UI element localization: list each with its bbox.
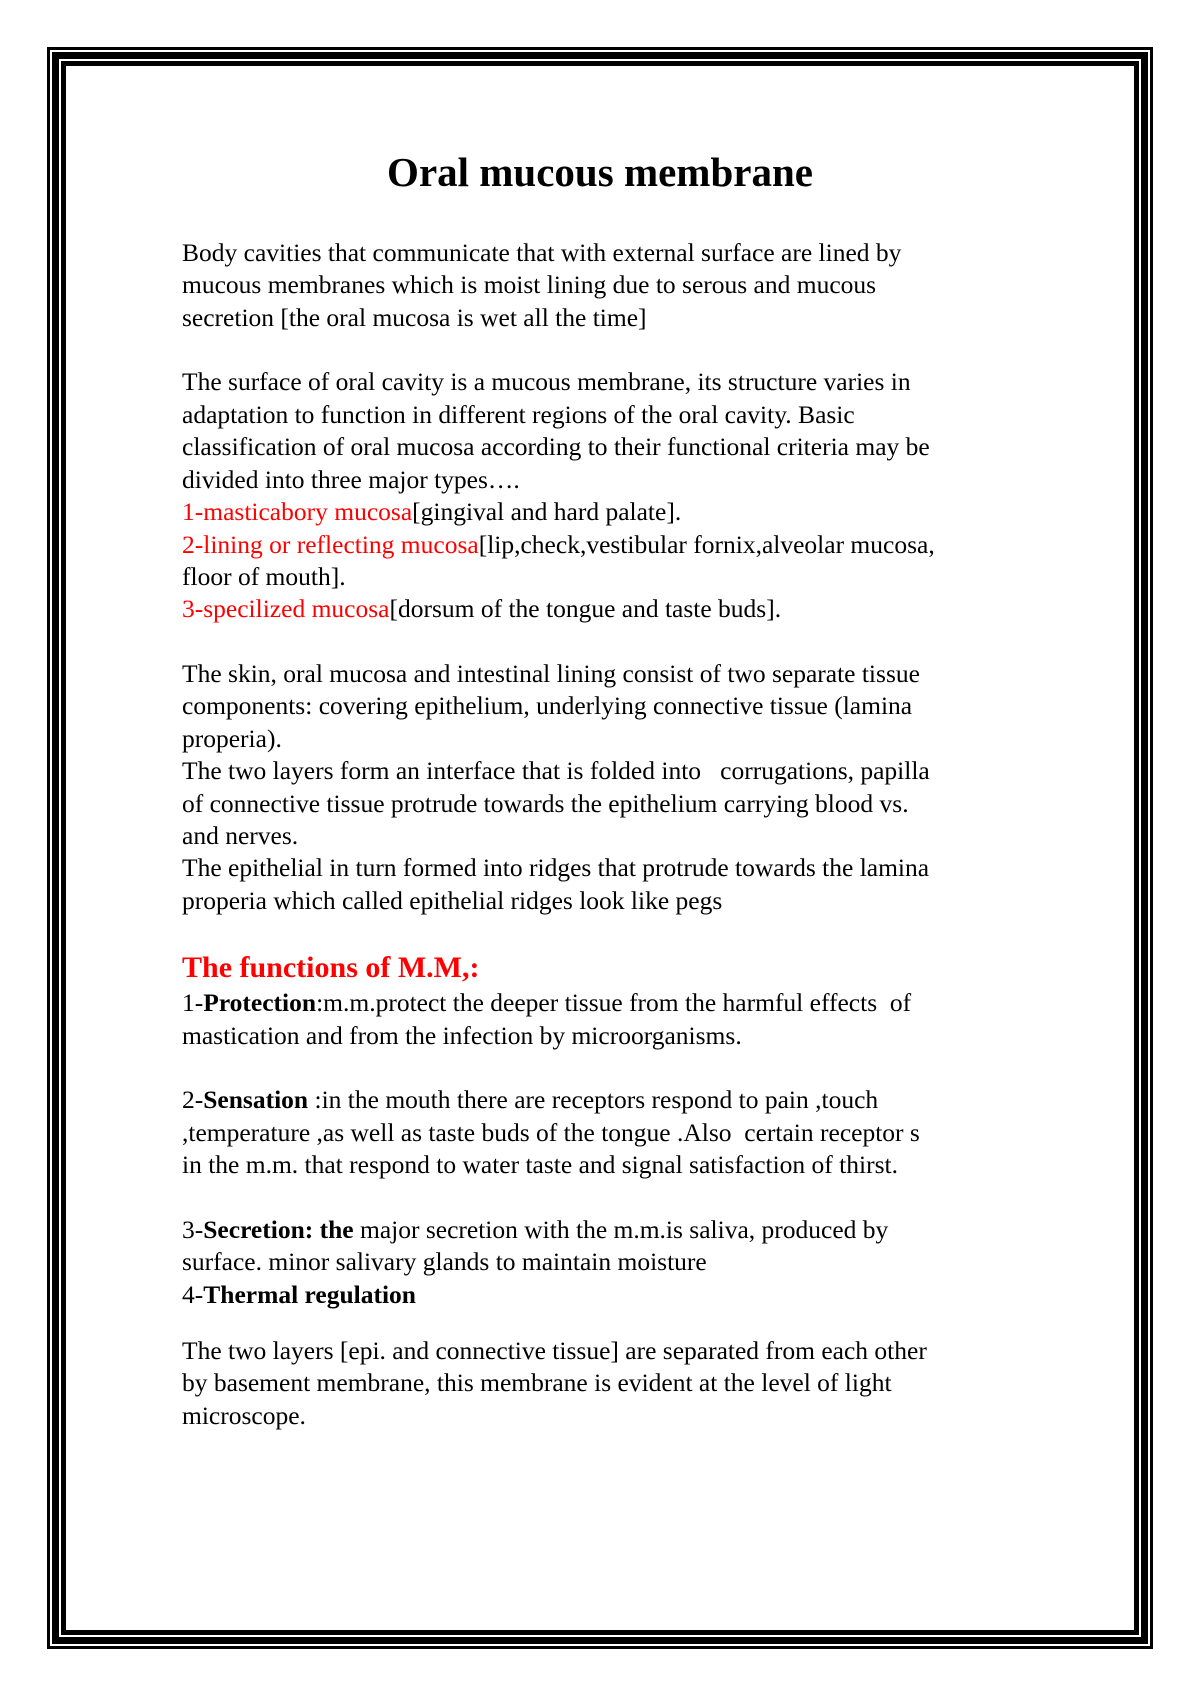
text-line: [182, 755, 930, 787]
text-line: [182, 1117, 920, 1149]
text-run: mastication and from the infection by microorganisms.: [182, 1021, 742, 1050]
text-line: [182, 820, 298, 852]
text-run: floor of mouth].: [182, 562, 346, 591]
text-run: ,temperature ,as well as taste buds of the tongue .Also certain receptor s: [182, 1118, 920, 1147]
text-run: The surface of oral cavity is a mucous membrane, its structure varies in: [182, 367, 911, 396]
text-run: properia).: [182, 724, 282, 753]
text-line: [182, 690, 912, 722]
text-line: [182, 1214, 888, 1246]
text-run: The two layers [epi. and connective tissue] are separated from each other: [182, 1336, 927, 1365]
text-run: Body cavities that communicate that with external surface are lined by: [182, 238, 902, 267]
text-run: microscope.: [182, 1401, 306, 1430]
text-run: secretion [the oral mucosa is wet all the time]: [182, 303, 647, 332]
text-run: mucous membranes which is moist lining due to serous and mucous: [182, 270, 877, 299]
text-line: [182, 561, 346, 593]
text-line: [182, 1400, 306, 1432]
text-line: [182, 431, 930, 463]
text-run: [lip,check,vestibular fornix,alveolar mucosa,: [478, 530, 935, 559]
text-line: [182, 1335, 927, 1367]
text-line: [182, 1367, 892, 1399]
text-run: 2-: [182, 1085, 204, 1114]
text-line: [182, 366, 911, 398]
text-line: [182, 464, 520, 496]
mucosa-type-label: 2-lining or reflecting mucosa: [182, 530, 479, 559]
text-run: [gingival and hard palate].: [412, 497, 682, 526]
text-line: [182, 399, 855, 431]
text-run: 4-: [182, 1280, 204, 1309]
text-run: divided into three major types….: [182, 465, 520, 494]
text-run: in the m.m. that respond to water taste and signal satisfaction of thirst.: [182, 1150, 898, 1179]
text-line: [182, 529, 935, 561]
text-line: [182, 496, 681, 528]
text-line: [182, 302, 647, 334]
text-run: The skin, oral mucosa and intestinal lining consist of two separate tissue: [182, 659, 920, 688]
text-run: and nerves.: [182, 821, 299, 850]
text-line: [182, 269, 876, 301]
text-run: components: covering epithelium, underlying connective tissue (lamina: [182, 691, 913, 720]
text-run: 1-: [182, 988, 204, 1017]
text-run: surface. minor salivary glands to maintain moisture: [182, 1247, 707, 1276]
function-name: Sensation: [203, 1085, 309, 1114]
function-name: Secretion: the: [203, 1215, 354, 1244]
function-name: Protection: [203, 988, 317, 1017]
text-line: [182, 1020, 742, 1052]
text-run: major secretion with the m.m.is saliva, produced by: [353, 1215, 889, 1244]
text-line: [182, 723, 282, 755]
section-heading: [182, 952, 479, 985]
text-line: [182, 788, 909, 820]
text-run: properia which called epithelial ridges look like pegs: [182, 886, 723, 915]
text-line: [182, 1149, 898, 1181]
text-run: 3-: [182, 1215, 204, 1244]
mucosa-type-label: 1-masticabory mucosa: [182, 497, 413, 526]
document-title: Oral mucous membrane: [387, 149, 813, 195]
text-line: [182, 593, 781, 625]
text-line: [182, 1279, 416, 1311]
text-run: adaptation to function in different regions of the oral cavity. Basic: [182, 400, 855, 429]
text-line: [182, 1246, 707, 1278]
text-run: [dorsum of the tongue and taste buds].: [389, 594, 782, 623]
text-line: [182, 987, 911, 1019]
text-line: [182, 1084, 878, 1116]
text-run: The epithelial in turn formed into ridges that protrude towards the lamina: [182, 853, 930, 882]
text-line: [182, 658, 920, 690]
text-run: :m.m.protect the deeper tissue from the harmful effects of: [316, 988, 912, 1017]
text-run: The two layers form an interface that is folded into corrugations, papilla: [182, 756, 930, 785]
text-line: [182, 852, 929, 884]
function-name: Thermal regulation: [203, 1280, 416, 1309]
text-line: [182, 237, 901, 269]
mucosa-type-label: 3-specilized mucosa: [182, 594, 390, 623]
text-run: of connective tissue protrude towards the epithelium carrying blood vs.: [182, 789, 909, 818]
heading-text: The functions of M.M,:: [182, 951, 480, 984]
text-line: [182, 885, 722, 917]
text-run: by basement membrane, this membrane is evident at the level of light: [182, 1368, 892, 1397]
text-run: :in the mouth there are receptors respond to pain ,touch: [308, 1085, 879, 1114]
text-run: classification of oral mucosa according to their functional criteria may be: [182, 432, 930, 461]
